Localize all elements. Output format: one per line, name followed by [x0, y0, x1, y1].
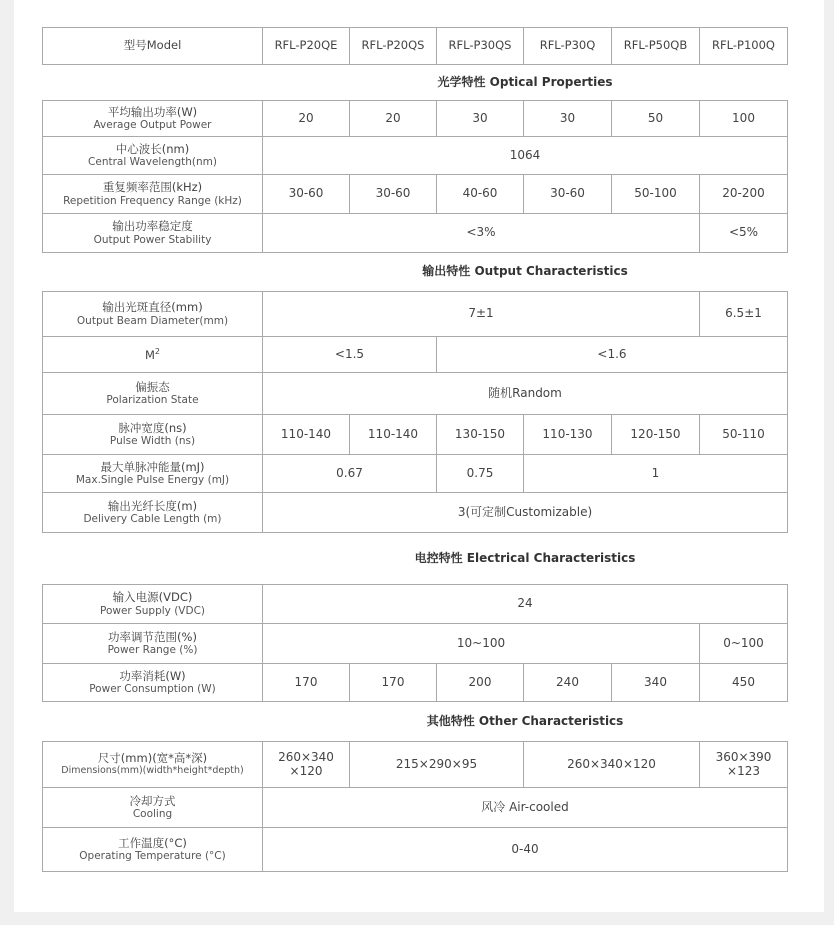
table-row: [43, 175, 788, 214]
section-row: [43, 702, 788, 742]
row-label-cn: 工作温度(°C): [118, 835, 187, 850]
table-row: [43, 415, 788, 455]
section-output: 输出特性 Output Characteristics: [263, 253, 788, 292]
cell-value: 3(可定制Customizable): [263, 493, 788, 533]
cell-value: 50-110: [700, 415, 788, 455]
spec-table: [42, 27, 788, 872]
row-label-cn: 偏振态: [135, 379, 170, 394]
cell-value: 24: [263, 585, 788, 624]
model-col-6: RFL-P100Q: [700, 28, 788, 65]
table-row: [43, 373, 788, 415]
cell-value: 随机Random: [263, 373, 788, 415]
cell-value: 170: [350, 664, 437, 702]
row-label-en: Central Wavelength(nm): [88, 156, 217, 169]
cell-value: 340: [612, 664, 700, 702]
cell-value: 170: [263, 664, 350, 702]
row-label-cn: 尺寸(mm)(宽*高*深): [97, 751, 208, 766]
model-header: 型号Model: [43, 28, 263, 65]
cell-value: 260×340×120: [524, 742, 700, 788]
row-label-en: Average Output Power: [93, 119, 212, 132]
row-label-en: Repetition Frequency Range (kHz): [63, 194, 242, 207]
model-col-5: RFL-P50QB: [612, 28, 700, 65]
row-label-en: Dimensions(mm)(width*height*depth): [61, 764, 244, 776]
table-row: [43, 493, 788, 533]
cell-value: 360×390 ×123: [700, 742, 788, 788]
row-label-cn: 输出功率稳定度: [112, 219, 193, 234]
cell-value: 215×290×95: [350, 742, 524, 788]
cell-value: 240: [524, 664, 612, 702]
cell-value: 10~100: [263, 624, 700, 664]
row-label-cn: 重复频率范围(kHz): [102, 180, 203, 195]
cell-value: 0~100: [700, 624, 788, 664]
cell-value: 260×340 ×120: [263, 742, 350, 788]
table-row: [43, 624, 788, 664]
cell-value: 30: [437, 101, 524, 137]
cell-value: 30-60: [263, 175, 350, 214]
model-col-2: RFL-P20QS: [350, 28, 437, 65]
model-col-1: RFL-P20QE: [263, 28, 350, 65]
row-label-en: Cooling: [132, 808, 173, 821]
table-row: [43, 585, 788, 624]
table-row: [43, 101, 788, 137]
cell-value: 20: [350, 101, 437, 137]
cell-value: 40-60: [437, 175, 524, 214]
cell-value: 1: [524, 455, 788, 493]
section-row: [43, 253, 788, 292]
model-col-4: RFL-P30Q: [524, 28, 612, 65]
cell-value: <3%: [263, 214, 700, 253]
table-row: [43, 337, 788, 373]
row-label-cn: 功率消耗(W): [119, 668, 186, 683]
row-label-en: Power Supply (VDC): [100, 604, 205, 617]
section-row: [43, 65, 788, 101]
cell-value: <5%: [700, 214, 788, 253]
cell-value: <1.6: [437, 337, 788, 373]
cell-value: 7±1: [263, 292, 700, 337]
table-row: [43, 788, 788, 828]
row-label-en: Pulse Width (ns): [109, 435, 196, 448]
cell-value: 0-40: [263, 828, 788, 872]
cell-value: 1064: [263, 137, 788, 175]
model-col-3: RFL-P30QS: [437, 28, 524, 65]
cell-value: <1.5: [263, 337, 437, 373]
cell-value: 20-200: [700, 175, 788, 214]
cell-value: 30-60: [350, 175, 437, 214]
cell-value: 200: [437, 664, 524, 702]
cell-value: 110-140: [263, 415, 350, 455]
row-label-cn: 输入电源(VDC): [112, 590, 193, 605]
row-label-en: Power Consumption (W): [89, 683, 216, 696]
cell-value: 110-130: [524, 415, 612, 455]
cell-value: 0.75: [437, 455, 524, 493]
table-row: [43, 292, 788, 337]
cell-value: 450: [700, 664, 788, 702]
row-label-en: Operating Temperature (°C): [79, 850, 226, 863]
row-label-en: Output Power Stability: [93, 233, 212, 246]
cell-value: 0.67: [263, 455, 437, 493]
cell-value: 100: [700, 101, 788, 137]
row-label-cn: 功率调节范围(%): [108, 629, 197, 644]
row-label-cn: 脉冲宽度(ns): [118, 420, 187, 435]
row-label-en: Polarization State: [106, 394, 199, 407]
table-row: [43, 742, 788, 788]
row-label-cn: 中心波长(nm): [115, 141, 190, 156]
row-label-cn: 冷却方式: [129, 793, 176, 808]
cell-value: 120-150: [612, 415, 700, 455]
cell-value: 6.5±1: [700, 292, 788, 337]
row-label-cn: 最大单脉冲能量(mJ): [100, 459, 205, 474]
table-row: [43, 214, 788, 253]
section-row: [43, 533, 788, 585]
row-label-en: Delivery Cable Length (m): [83, 513, 222, 526]
cell-value: 20: [263, 101, 350, 137]
cell-value: 130-150: [437, 415, 524, 455]
header-row: [43, 28, 788, 65]
cell-value: 风冷 Air-cooled: [263, 788, 788, 828]
table-row: [43, 455, 788, 493]
row-label-cn: 输出光斑直径(mm): [102, 300, 203, 315]
table-row: [43, 137, 788, 175]
cell-value: 50: [612, 101, 700, 137]
cell-value: 110-140: [350, 415, 437, 455]
cell-value: 50-100: [612, 175, 700, 214]
section-other: 其他特性 Other Characteristics: [263, 702, 788, 742]
table-row: [43, 828, 788, 872]
cell-value: 30: [524, 101, 612, 137]
row-label-en: Output Beam Diameter(mm): [76, 314, 229, 327]
section-optical: 光学特性 Optical Properties: [263, 65, 788, 101]
m2-sup: 2: [154, 346, 161, 356]
m2-label: M: [144, 347, 155, 362]
table-row: [43, 664, 788, 702]
row-label-en: Max.Single Pulse Energy (mJ): [75, 474, 230, 487]
row-label-en: Power Range (%): [107, 644, 198, 657]
cell-value: 30-60: [524, 175, 612, 214]
section-electrical: 电控特性 Electrical Characteristics: [263, 533, 788, 585]
row-label-cn: 输出光纤长度(m): [107, 498, 198, 513]
row-label-m2: [43, 337, 263, 373]
row-label-cn: 平均输出功率(W): [107, 104, 198, 119]
